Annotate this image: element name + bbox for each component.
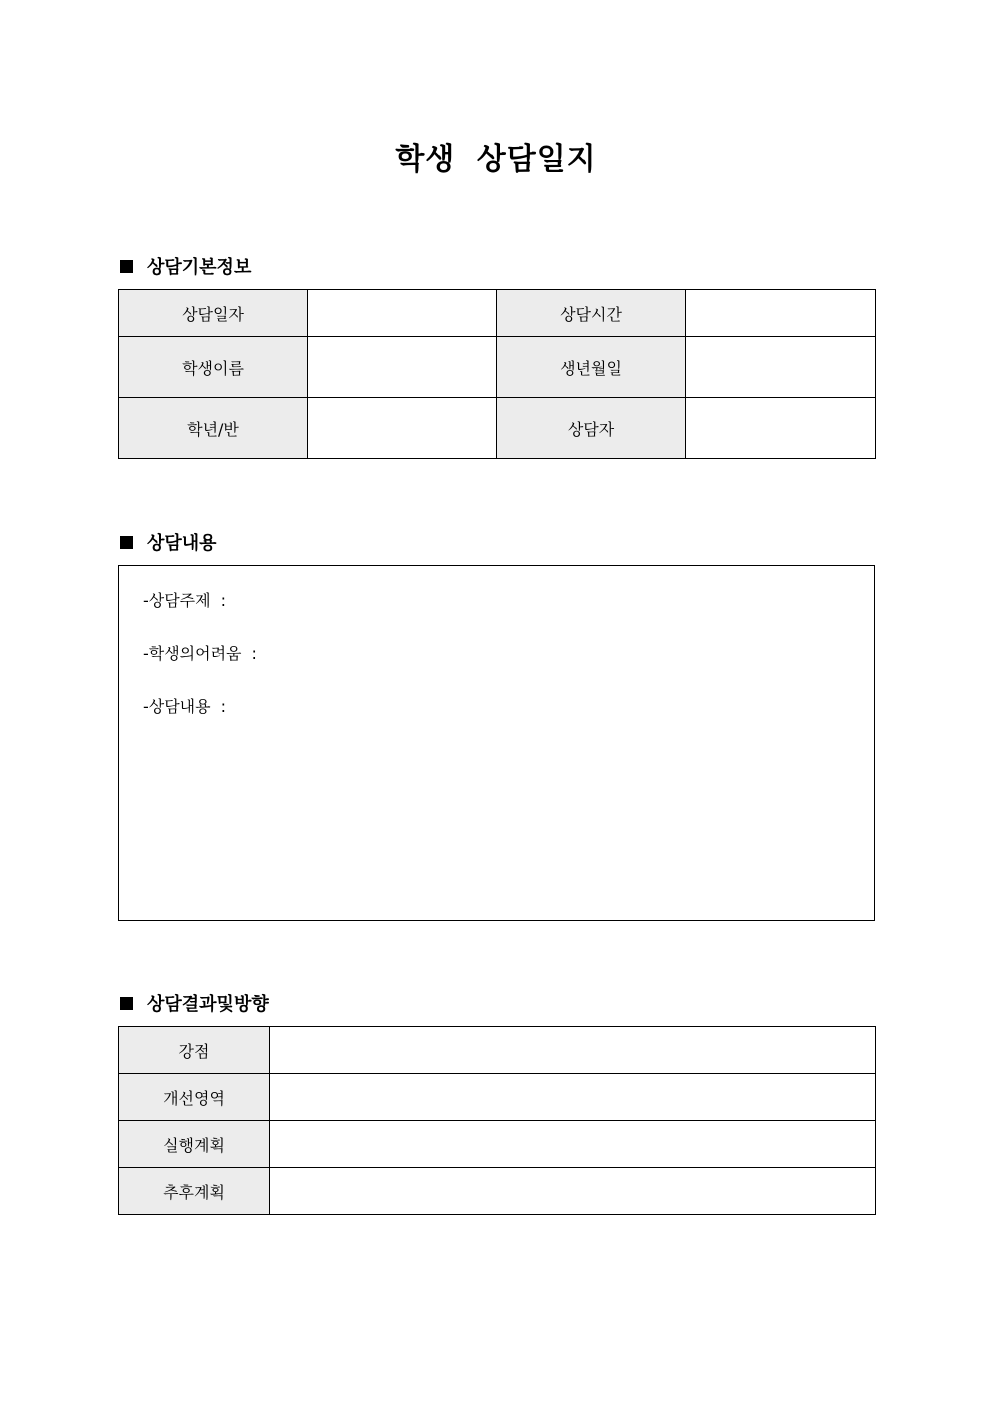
table-row <box>119 1168 876 1215</box>
table-row <box>119 1074 876 1121</box>
field-strengths[interactable] <box>270 1027 876 1074</box>
field-follow-up-plan[interactable] <box>270 1168 876 1215</box>
label-counsel-time: 상담시간 <box>497 290 686 337</box>
field-counsel-date[interactable] <box>308 290 497 337</box>
field-student-name[interactable] <box>308 337 497 398</box>
label-improvement-area: 개선영역 <box>119 1074 270 1121</box>
table-row <box>119 1027 876 1074</box>
content-line-label: -상담내용 <box>143 697 211 716</box>
content-line-details <box>143 694 226 717</box>
section-heading-basic-info <box>120 253 251 279</box>
field-grade-class[interactable] <box>308 398 497 459</box>
content-line-difficulty <box>143 641 257 664</box>
bullet-square-icon <box>120 997 133 1010</box>
label-follow-up-plan: 추후계획 <box>119 1168 270 1215</box>
label-birth-date: 생년월일 <box>497 337 686 398</box>
content-line-colon: : <box>251 644 257 663</box>
field-birth-date[interactable] <box>686 337 876 398</box>
page-title: 학생 상담일지 <box>395 142 597 177</box>
label-grade-class: 학년/반 <box>119 398 308 459</box>
table-row <box>119 1121 876 1168</box>
field-action-plan[interactable] <box>270 1121 876 1168</box>
result-table <box>118 1026 876 1215</box>
table-row <box>119 337 876 398</box>
bullet-square-icon <box>120 260 133 273</box>
field-counselor[interactable] <box>686 398 876 459</box>
label-strengths: 강점 <box>119 1027 270 1074</box>
content-line-topic <box>143 588 226 611</box>
bullet-square-icon <box>120 536 133 549</box>
section-heading-label: 상담내용 <box>147 533 217 554</box>
field-improvement-area[interactable] <box>270 1074 876 1121</box>
section-heading-label: 상담결과및방향 <box>147 994 269 1015</box>
section-heading-content <box>120 529 217 555</box>
counsel-content-box[interactable] <box>118 565 875 921</box>
table-row <box>119 290 876 337</box>
section-heading-result <box>120 990 269 1016</box>
label-student-name: 학생이름 <box>119 337 308 398</box>
label-counsel-date: 상담일자 <box>119 290 308 337</box>
content-line-colon: : <box>220 591 226 610</box>
section-heading-label: 상담기본정보 <box>147 257 252 278</box>
field-counsel-time[interactable] <box>686 290 876 337</box>
basic-info-table <box>118 289 876 459</box>
label-action-plan: 실행계획 <box>119 1121 270 1168</box>
table-row <box>119 398 876 459</box>
content-line-label: -상담주제 <box>143 591 211 610</box>
label-counselor: 상담자 <box>497 398 686 459</box>
content-line-label: -학생의어려움 <box>143 644 242 663</box>
content-line-colon: : <box>220 697 226 716</box>
